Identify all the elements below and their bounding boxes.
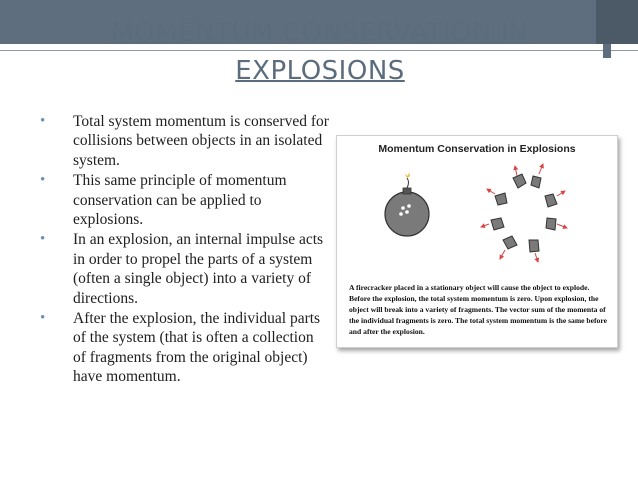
bullet-item xyxy=(40,112,330,170)
bullet-text: This same principle of momentum conservation can be applied to explosions. xyxy=(73,172,287,229)
slide-title-line-1: MOMENTUM CONSERVATION IN xyxy=(111,18,529,48)
slide-title xyxy=(60,14,580,90)
fragment xyxy=(503,236,517,249)
header-corner-block xyxy=(596,0,638,44)
slide-title-line-2: EXPLOSIONS xyxy=(235,56,405,86)
explosion-figure xyxy=(336,135,618,348)
fragments-group xyxy=(491,174,557,252)
bullet-text: After the explosion, the individual parts of the system (that is often a collection of fragments from the original object) have momentum. xyxy=(73,310,321,386)
bullet-item xyxy=(40,230,330,308)
fragment xyxy=(531,176,541,188)
bullet-item xyxy=(40,171,330,229)
bullet-text: In an explosion, an internal impulse acts in order to propel the parts of a system (often a single object) into a variety of directions. xyxy=(73,231,324,307)
figure-caption: A firecracker placed in a stationary object will cause the object to explode. Before the explosion, the total system momentum is zero. Upon explosion, the object will break into a variety of fragments. The vector sum of the momenta of the individual fragments is zero. The total system momentum is the same before and after the explosion. xyxy=(349,283,607,336)
fragment xyxy=(495,193,507,205)
fragment xyxy=(546,218,556,230)
fragment xyxy=(529,240,539,252)
bullet-list xyxy=(40,112,330,388)
bullet-item xyxy=(40,309,330,387)
bullet-dot: • xyxy=(40,113,46,129)
bomb-icon xyxy=(385,172,429,236)
fragment xyxy=(491,218,504,230)
bullet-text: Total system momentum is conserved for collisions between objects in an isolated system. xyxy=(73,113,329,169)
figure-title: Momentum Conservation in Explosions xyxy=(378,143,576,155)
header-accent-bar xyxy=(603,44,611,58)
bullet-dot: • xyxy=(40,172,46,189)
fragment xyxy=(545,194,557,207)
fragment xyxy=(513,174,526,188)
bullet-dot: • xyxy=(40,231,46,248)
bullet-dot: • xyxy=(40,310,46,327)
